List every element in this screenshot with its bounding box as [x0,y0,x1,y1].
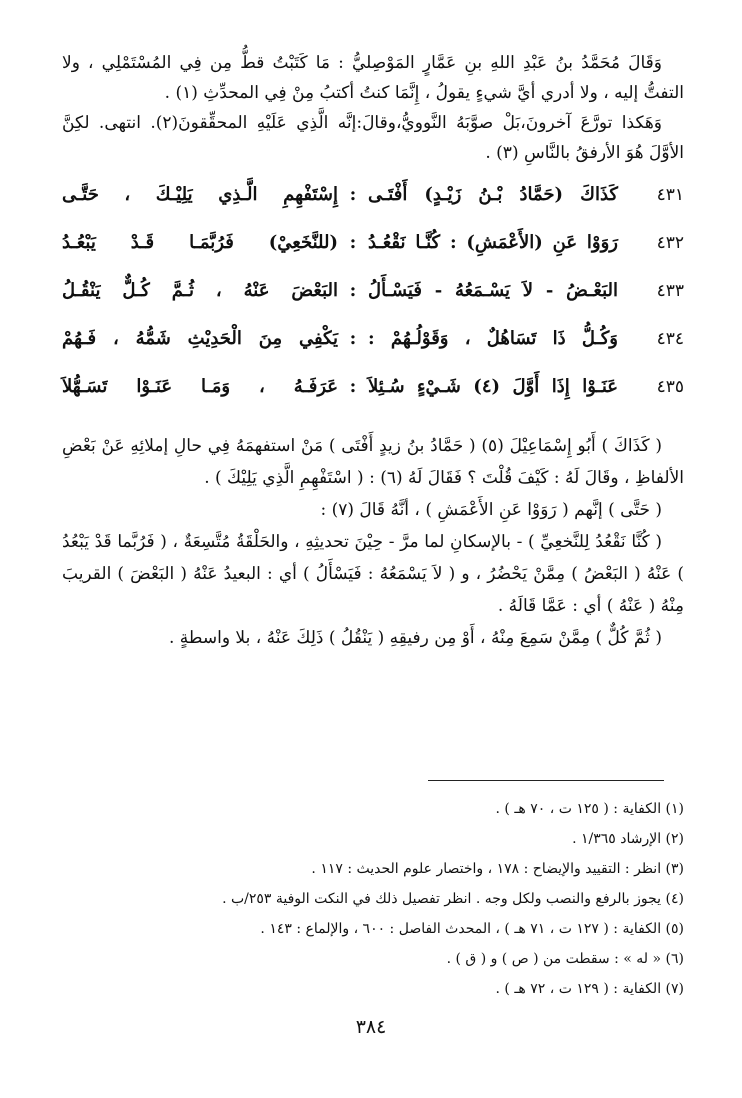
footnote-3: (٣) انظر : التقييد والإيضاح : ١٧٨ ، واختصار علوم الحديث : ١١٧ . [311,861,684,877]
commentary-paragraph-2: ( حَتَّى ) إنَّهم ( رَوَوْا عَنِ الأَعْمَشِ ) ، أنَّهُ قَالَ (٧) : [320,500,662,520]
verse-second-hemistich: البَعْضَ عَنْهُ ، ثُـمَّ كُـلٌّ يَنْقُـلُ [62,280,338,301]
verse-number: ٤٣٥ [656,377,684,397]
verse-number: ٤٣٤ [656,329,684,349]
footnote-7: (٧) الكفاية : ( ١٢٩ ت ، ٧٢ هـ ) . [495,981,684,997]
commentary-paragraph-3: ( كُنَّا نَقْعُدُ لِلنَّخعِيِّ ) - بالإسكانِ لما مرَّ - حِيْنَ تحديثِهِ ، والحَلْقَةُ مُتَّسِعَةٌ ، ( فَرُبَّما قَدْ يَبْعُدُ ) عَنْهُ ( البَعْضُ ) مِمَّنْ يَحْضُرُ ، و ( لاَ يَسْمَعُهُ : فَيَسْأَلُ ) أي : البعيدُ عَنْهُ ( البَعْضَ ) القريبَ مِنْهُ ( عَنْهُ ) أي : عَمَّا قَالَهُ . [62,532,684,616]
verse-second-hemistich: (للنَّخَعِيْ) فَرُبَّمَـا قَـدْ يَبْعُـدُ [62,232,338,253]
footnote-5: (٥) الكفاية : ( ١٢٧ ت ، ٧١ هـ ) ، المحدث الفاصل : ٦٠٠ ، والإلماع : ١٤٣ . [260,921,684,937]
verse-separator: : [349,376,357,397]
verse-number: ٤٣٢ [656,233,684,253]
intro-paragraph-1: وَقَالَ مُحَمَّدُ بنُ عَبْدِ اللهِ بنِ عَمَّارٍ المَوْصِليُّ : مَا كَتَبْتُ قطُّ مِن فِي المُسْتَمْلِي ، ولا التفتُّ إليه ، ولا أدري أيَّ شيءٍ يقولُ ، إِنَّمَا كنتُ أكتبُ مِنْ فِي المحدِّثِ (١) . [62,53,684,103]
verse-line [62,376,684,424]
verse-number: ٤٣٣ [656,281,684,301]
verse-line [62,328,684,376]
verse-line [62,232,684,280]
footnotes [64,794,684,1004]
verse-separator: : [349,328,357,349]
footnote-2: (٢) الإرشاد ١/٣٦٥ . [572,831,684,847]
commentary-paragraph-1: ( كَذَاكَ ) أَبُو إِسْمَاعِيْلَ (٥) ( حَمَّادُ بنُ زيدٍ أَفْتَى ) مَنْ استفهمَهُ فِي حالِ إملائِهِ عَنْ بَعْضِ الألفاظِ ، وقَالَ لَهُ : كَيْفَ قُلْتَ ؟ فَقَالَ لَهُ (٦) : ( اسْتَفْهِمِ الَّذِي يَلِيْكَ ) . [62,436,684,488]
verse-separator: : [349,184,357,205]
verse-second-hemistich: عَرَفَـهُ ، وَمَـا عَنَـوْا تَسَـهُّلاَ [62,376,338,397]
verse-first-hemistich: عَنَـوْا إِذَا أَوَّلَ (٤) شَـيْءٍ سُـئِلاَ [368,376,618,397]
footnote-1: (١) الكفاية : ( ١٢٥ ت ، ٧٠ هـ ) . [495,801,684,817]
verse-first-hemistich: رَوَوْا عَنِ (الأَعْمَشِ) : كُنَّـا نَقْعُـدُ [368,232,618,253]
page-number: ٣٨٤ [355,1016,387,1038]
verse-second-hemistich: يَكْفِي مِنَ الْحَدِيْثِ شَمُّهُ ، فَـهُمْ [62,328,338,349]
verse-first-hemistich: البَعْـضُ - لاَ يَسْـمَعُهُ - فَيَسْـأَلُ [368,280,618,301]
commentary [62,430,684,654]
verse-line [62,280,684,328]
verse-separator: : [349,280,357,301]
verse-number: ٤٣١ [656,185,684,205]
verse-separator: : [349,232,357,253]
verse-line [62,184,684,232]
verse-second-hemistich: إِسْتَفْهِمِ الَّـذِي يَلِيْـكَ ، حَتَّـى [62,184,338,205]
commentary-paragraph-4: ( ثُمَّ كُلٌّ ) مِمَّنْ سَمِعَ مِنْهُ ، أَوْ مِن رفيقِهِ ( يَنْقُلُ ) ذَلِكَ عَنْهُ ، بلا واسطةٍ . [168,628,662,648]
intro-paragraph-2: وَهَكذا تورَّعَ آخرونَ،بَلْ صوَّبَهُ النَّوويُّ،وقالَ:إنَّه الَّذِي عَلَيْهِ المحقِّقونَ(٢). انتهى. لكِنَّ الأوَّلَ هُوَ الأرفقُ بالنَّاسِ (٣) . [62,113,684,163]
verse-first-hemistich: وَكُـلُّ ذَا تَسَاهُلٌ ، وَقَوْلُـهُمْ : [368,328,618,349]
footnote-divider [428,780,664,781]
footnote-4: (٤) يجوز بالرفع والنصب ولكل وجه . انظر تفصيل ذلك في النكت الوفية ٢٥٣/ب . [222,891,684,907]
page-body [62,48,684,654]
footnote-6: (٦) « له » : سقطت من ( ص ) و ( ق ) . [446,951,684,967]
verse-block [62,184,684,424]
verse-first-hemistich: كَذَاكَ (حَمَّادُ بْـنُ زَيْـدٍ) أَفْتَـى [368,184,618,205]
